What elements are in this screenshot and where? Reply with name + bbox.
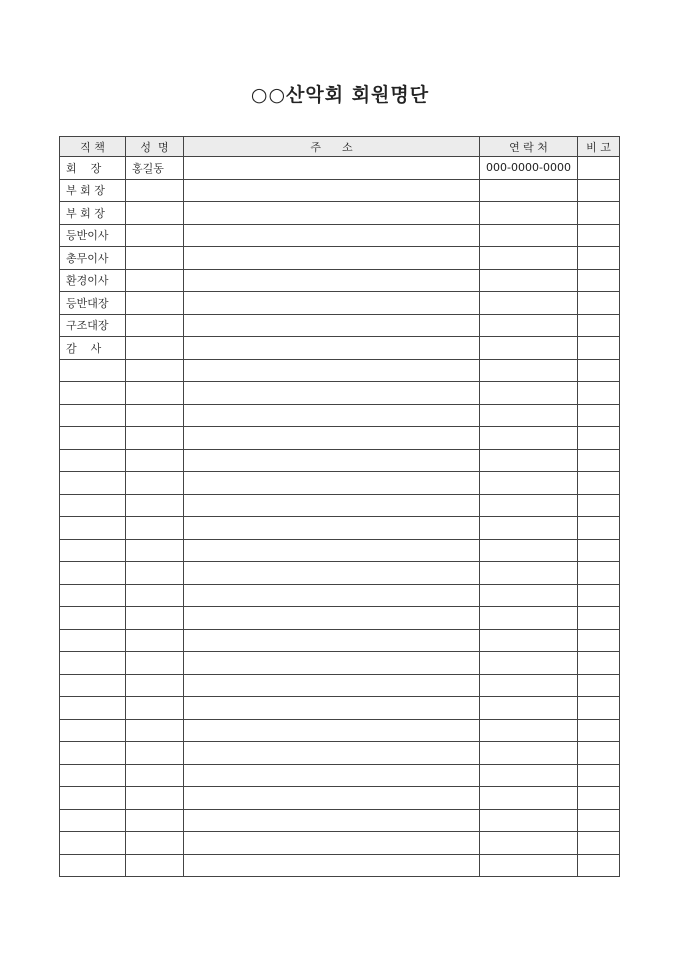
phone-cell — [480, 517, 578, 540]
table-row — [60, 854, 620, 877]
header-position: 직 책 — [60, 137, 126, 157]
table-row — [60, 472, 620, 495]
address-cell — [184, 629, 480, 652]
phone-cell — [480, 584, 578, 607]
table-row — [60, 269, 620, 292]
phone-cell — [480, 719, 578, 742]
phone-cell — [480, 404, 578, 427]
phone-cell: 000-0000-0000 — [480, 157, 578, 180]
position-cell: 환경이사 — [60, 269, 126, 292]
address-cell — [184, 517, 480, 540]
position-cell — [60, 742, 126, 765]
phone-cell — [480, 787, 578, 810]
table-row — [60, 787, 620, 810]
name-cell — [126, 562, 184, 585]
table-row — [60, 697, 620, 720]
name-cell — [126, 382, 184, 405]
phone-cell — [480, 652, 578, 675]
phone-cell — [480, 472, 578, 495]
name-cell — [126, 427, 184, 450]
member-roster-table — [59, 136, 620, 877]
table-row — [60, 224, 620, 247]
phone-cell — [480, 314, 578, 337]
address-cell — [184, 449, 480, 472]
table-row — [60, 382, 620, 405]
position-cell: 구조대장 — [60, 314, 126, 337]
phone-cell — [480, 854, 578, 877]
position-cell — [60, 427, 126, 450]
name-cell — [126, 292, 184, 315]
phone-cell — [480, 674, 578, 697]
position-cell — [60, 652, 126, 675]
table-row — [60, 832, 620, 855]
name-cell — [126, 359, 184, 382]
phone-cell — [480, 539, 578, 562]
remarks-cell — [578, 157, 620, 180]
position-cell: 등반대장 — [60, 292, 126, 315]
table-row — [60, 202, 620, 225]
header-address: 주 소 — [184, 137, 480, 157]
address-cell — [184, 179, 480, 202]
remarks-cell — [578, 449, 620, 472]
name-cell — [126, 224, 184, 247]
address-cell — [184, 787, 480, 810]
name-cell — [126, 697, 184, 720]
table-row — [60, 719, 620, 742]
remarks-cell — [578, 652, 620, 675]
name-cell — [126, 179, 184, 202]
remarks-cell — [578, 539, 620, 562]
table-row — [60, 404, 620, 427]
name-cell — [126, 472, 184, 495]
position-cell — [60, 697, 126, 720]
table-row — [60, 292, 620, 315]
name-cell — [126, 202, 184, 225]
remarks-cell — [578, 404, 620, 427]
table-row — [60, 179, 620, 202]
phone-cell — [480, 359, 578, 382]
name-cell — [126, 832, 184, 855]
position-cell — [60, 539, 126, 562]
address-cell — [184, 314, 480, 337]
address-cell — [184, 674, 480, 697]
phone-cell — [480, 809, 578, 832]
table-row — [60, 607, 620, 630]
phone-cell — [480, 697, 578, 720]
table-row — [60, 494, 620, 517]
name-cell — [126, 854, 184, 877]
remarks-cell — [578, 697, 620, 720]
remarks-cell — [578, 179, 620, 202]
position-cell — [60, 787, 126, 810]
table-row — [60, 539, 620, 562]
address-cell — [184, 337, 480, 360]
remarks-cell — [578, 719, 620, 742]
address-cell — [184, 809, 480, 832]
address-cell — [184, 224, 480, 247]
position-cell — [60, 382, 126, 405]
phone-cell — [480, 179, 578, 202]
position-cell — [60, 449, 126, 472]
address-cell — [184, 427, 480, 450]
name-cell — [126, 314, 184, 337]
position-cell — [60, 832, 126, 855]
phone-cell — [480, 629, 578, 652]
remarks-cell — [578, 787, 620, 810]
remarks-cell — [578, 247, 620, 270]
address-cell — [184, 269, 480, 292]
phone-cell — [480, 449, 578, 472]
position-cell — [60, 517, 126, 540]
remarks-cell — [578, 809, 620, 832]
name-cell — [126, 539, 184, 562]
address-cell — [184, 247, 480, 270]
name-cell — [126, 404, 184, 427]
name-cell — [126, 269, 184, 292]
remarks-cell — [578, 359, 620, 382]
remarks-cell — [578, 629, 620, 652]
remarks-cell — [578, 202, 620, 225]
address-cell — [184, 697, 480, 720]
phone-cell — [480, 764, 578, 787]
remarks-cell — [578, 607, 620, 630]
table-row — [60, 314, 620, 337]
remarks-cell — [578, 292, 620, 315]
address-cell — [184, 404, 480, 427]
address-cell — [184, 292, 480, 315]
remarks-cell — [578, 742, 620, 765]
document-title: ○○산악회 회원명단 — [250, 84, 430, 106]
phone-cell — [480, 224, 578, 247]
phone-cell — [480, 607, 578, 630]
address-cell — [184, 832, 480, 855]
table-row — [60, 427, 620, 450]
header-name: 성 명 — [126, 137, 184, 157]
table-row — [60, 742, 620, 765]
position-cell — [60, 584, 126, 607]
address-cell — [184, 494, 480, 517]
position-cell — [60, 854, 126, 877]
position-cell — [60, 719, 126, 742]
phone-cell — [480, 382, 578, 405]
phone-cell — [480, 832, 578, 855]
address-cell — [184, 539, 480, 562]
table-body — [60, 157, 620, 877]
position-cell: 회 장 — [60, 157, 126, 180]
name-cell — [126, 449, 184, 472]
remarks-cell — [578, 224, 620, 247]
address-cell — [184, 584, 480, 607]
table-row — [60, 337, 620, 360]
address-cell — [184, 382, 480, 405]
address-cell — [184, 764, 480, 787]
remarks-cell — [578, 584, 620, 607]
remarks-cell — [578, 517, 620, 540]
phone-cell — [480, 337, 578, 360]
header-phone: 연 락 처 — [480, 137, 578, 157]
position-cell — [60, 809, 126, 832]
address-cell — [184, 202, 480, 225]
remarks-cell — [578, 832, 620, 855]
position-cell: 부 회 장 — [60, 179, 126, 202]
table-row — [60, 652, 620, 675]
name-cell — [126, 337, 184, 360]
address-cell — [184, 359, 480, 382]
remarks-cell — [578, 337, 620, 360]
phone-cell — [480, 247, 578, 270]
table-row — [60, 517, 620, 540]
table-row — [60, 809, 620, 832]
position-cell — [60, 607, 126, 630]
address-cell — [184, 854, 480, 877]
name-cell — [126, 674, 184, 697]
table-row — [60, 562, 620, 585]
table-row — [60, 359, 620, 382]
remarks-cell — [578, 854, 620, 877]
table-row — [60, 247, 620, 270]
table-row — [60, 674, 620, 697]
remarks-cell — [578, 314, 620, 337]
position-cell — [60, 764, 126, 787]
remarks-cell — [578, 382, 620, 405]
address-cell — [184, 719, 480, 742]
phone-cell — [480, 269, 578, 292]
address-cell — [184, 652, 480, 675]
position-cell: 등반이사 — [60, 224, 126, 247]
position-cell — [60, 472, 126, 495]
table-row — [60, 764, 620, 787]
phone-cell — [480, 292, 578, 315]
table-row — [60, 629, 620, 652]
position-cell: 부 회 장 — [60, 202, 126, 225]
name-cell — [126, 719, 184, 742]
address-cell — [184, 742, 480, 765]
phone-cell — [480, 202, 578, 225]
name-cell — [126, 787, 184, 810]
phone-cell — [480, 742, 578, 765]
phone-cell — [480, 494, 578, 517]
remarks-cell — [578, 764, 620, 787]
remarks-cell — [578, 562, 620, 585]
name-cell — [126, 742, 184, 765]
remarks-cell — [578, 472, 620, 495]
name-cell — [126, 494, 184, 517]
address-cell — [184, 562, 480, 585]
phone-cell — [480, 562, 578, 585]
position-cell — [60, 359, 126, 382]
name-cell — [126, 629, 184, 652]
address-cell — [184, 157, 480, 180]
name-cell — [126, 809, 184, 832]
position-cell — [60, 494, 126, 517]
remarks-cell — [578, 427, 620, 450]
table-row — [60, 449, 620, 472]
name-cell — [126, 764, 184, 787]
position-cell: 감 사 — [60, 337, 126, 360]
header-remarks: 비 고 — [578, 137, 620, 157]
address-cell — [184, 607, 480, 630]
table-row — [60, 584, 620, 607]
name-cell — [126, 517, 184, 540]
table-header-row — [60, 137, 620, 157]
remarks-cell — [578, 269, 620, 292]
position-cell — [60, 562, 126, 585]
position-cell: 총무이사 — [60, 247, 126, 270]
remarks-cell — [578, 674, 620, 697]
position-cell — [60, 629, 126, 652]
remarks-cell — [578, 494, 620, 517]
name-cell: 홍길동 — [126, 157, 184, 180]
position-cell — [60, 404, 126, 427]
position-cell — [60, 674, 126, 697]
name-cell — [126, 247, 184, 270]
address-cell — [184, 472, 480, 495]
table-row — [60, 157, 620, 180]
name-cell — [126, 584, 184, 607]
phone-cell — [480, 427, 578, 450]
name-cell — [126, 607, 184, 630]
name-cell — [126, 652, 184, 675]
